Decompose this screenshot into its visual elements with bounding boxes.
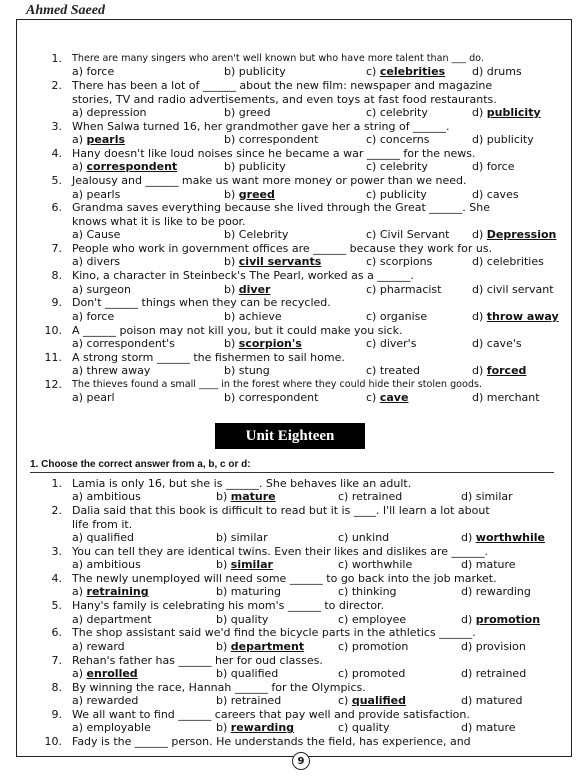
question-stem: Grandma saves everything because she lived through the Great ______. She — [72, 201, 490, 215]
answer-option[interactable]: c) celebrity — [366, 160, 428, 174]
question-number: 6. — [51, 201, 62, 215]
question-item — [36, 572, 564, 599]
answer-option[interactable]: c) pharmacist — [366, 282, 442, 296]
answer-option[interactable]: b) Celebrity — [224, 228, 289, 242]
answer-option[interactable]: d) rewarding — [461, 585, 531, 599]
answer-option[interactable]: c) diver's — [366, 336, 417, 350]
question-stem: Hany doesn't like loud noises since he became a war ______ for the news. — [72, 147, 476, 160]
question-number: 12. — [44, 378, 62, 391]
answer-option[interactable]: c) Civil Servant — [366, 228, 450, 242]
correct-answer: scorpion's — [238, 336, 302, 350]
answer-option[interactable]: b) similar — [216, 558, 273, 572]
answer-option[interactable]: b) similar — [216, 530, 268, 544]
answer-option[interactable]: a) department — [72, 612, 152, 626]
question-stem: We all want to find ______ careers that pay well and provide satisfaction. — [72, 708, 470, 721]
answer-option[interactable]: d) forced — [472, 364, 527, 378]
answer-option[interactable]: a) reward — [72, 639, 125, 653]
answer-option[interactable]: b) maturing — [216, 585, 282, 599]
question-item — [36, 735, 564, 748]
correct-answer: correspondent — [86, 160, 178, 174]
question-stem: When Salwa turned 16, her grandmother gave her a string of ______. — [72, 119, 450, 133]
answer-option[interactable]: d) retrained — [461, 666, 527, 680]
question-item — [36, 79, 564, 119]
answer-option[interactable]: d) merchant — [472, 391, 540, 405]
answer-option[interactable]: b) greed — [224, 187, 275, 201]
answer-option[interactable]: b) quality — [216, 612, 269, 626]
answer-option[interactable]: c) celebrities — [366, 65, 446, 79]
correct-answer: enrolled — [86, 666, 138, 680]
answer-option[interactable]: a) ambitious — [72, 490, 141, 504]
question-stem: There has been a lot of ______ about the new film: newspaper and magazine — [72, 79, 493, 93]
answer-option[interactable]: b) stung — [224, 364, 270, 378]
question-number: 3. — [51, 119, 62, 133]
answer-option[interactable]: a) depression — [72, 105, 147, 119]
question-number: 8. — [51, 680, 62, 694]
question-stem: There are many singers who aren't well known but who have more talent than ___ do. — [72, 53, 484, 64]
correct-answer: cave — [379, 391, 409, 405]
answer-option[interactable]: c) organise — [366, 309, 428, 323]
answer-option[interactable]: d) matured — [461, 694, 523, 708]
answer-option[interactable]: b) correspondent — [224, 391, 319, 405]
answer-option[interactable]: a) employable — [72, 721, 151, 735]
answer-option[interactable]: d) provision — [461, 639, 526, 653]
correct-answer: Depression — [486, 228, 557, 242]
question-item — [36, 626, 564, 653]
answer-option[interactable]: b) diver — [224, 282, 271, 296]
question-number: 9. — [51, 708, 62, 721]
answer-option[interactable]: b) scorpion's — [224, 336, 302, 350]
question-item — [36, 296, 564, 323]
answer-option[interactable]: a) correspondent's — [72, 336, 175, 350]
correct-answer: publicity — [486, 105, 541, 119]
answer-option[interactable]: a) divers — [72, 255, 121, 269]
answer-option[interactable]: a) pearl — [72, 391, 115, 405]
question-stem: Lamia is only 16, but she is ______. She behaves like an adult. — [72, 477, 412, 490]
answer-option[interactable]: c) qualified — [338, 694, 407, 708]
question-number: 1. — [51, 52, 62, 65]
question-item — [36, 174, 564, 201]
answer-option[interactable]: d) caves — [472, 187, 519, 201]
answer-option[interactable]: d) publicity — [472, 133, 534, 147]
question-number: 4. — [51, 147, 62, 160]
correct-answer: qualified — [351, 694, 407, 708]
question-number: 7. — [51, 653, 62, 667]
instruction-underline — [30, 472, 554, 473]
question-number: 8. — [51, 269, 62, 283]
answer-option[interactable]: a) pearls — [72, 133, 126, 147]
answer-option[interactable]: a) rewarded — [72, 694, 139, 708]
question-item — [36, 599, 564, 626]
correct-answer: forced — [486, 364, 527, 378]
answer-option[interactable]: b) department — [216, 639, 305, 653]
correct-answer: similar — [230, 558, 273, 572]
answer-option[interactable]: a) force — [72, 309, 115, 323]
answer-option[interactable]: d) promotion — [461, 612, 541, 626]
question-item — [36, 681, 564, 708]
answer-option[interactable]: a) qualified — [72, 530, 135, 544]
question-stem: People who work in government offices are ______ because they work for us. — [72, 242, 493, 255]
correct-answer: diver — [238, 282, 271, 296]
question-item — [36, 269, 564, 296]
question-stem: Hany's family is celebrating his mom's ______ to director. — [72, 599, 385, 613]
correct-answer: celebrities — [379, 65, 446, 79]
correct-answer: department — [230, 639, 305, 653]
answer-option[interactable]: a) enrolled — [72, 666, 138, 680]
question-stem: Dalia said that this book is difficult to read but it is ____. I'll learn a lot about — [72, 504, 490, 518]
answer-option[interactable]: d) similar — [461, 490, 513, 504]
answer-option[interactable]: a) pearls — [72, 187, 121, 201]
answer-option[interactable]: b) qualified — [216, 666, 279, 680]
question-item — [36, 147, 564, 174]
answer-option[interactable]: b) mature — [216, 490, 276, 504]
correct-answer: retraining — [86, 585, 149, 599]
answer-option[interactable]: b) retrained — [216, 694, 282, 708]
answer-option[interactable]: b) publicity — [224, 65, 286, 79]
question-item — [36, 378, 564, 405]
question-item — [36, 504, 564, 544]
correct-answer: worthwhile — [475, 530, 546, 544]
question-number: 4. — [51, 572, 62, 585]
answer-option[interactable]: c) thinking — [338, 585, 397, 599]
answer-option[interactable]: a) force — [72, 65, 115, 79]
answer-option[interactable]: c) quality — [338, 721, 390, 735]
correct-answer: civil servants — [238, 255, 322, 269]
answer-option[interactable]: d) mature — [461, 721, 516, 735]
question-number: 3. — [51, 544, 62, 558]
answer-option[interactable]: b) achieve — [224, 309, 282, 323]
question-item — [36, 708, 564, 735]
answer-option[interactable]: d) mature — [461, 558, 516, 572]
question-stem: A strong storm ______ the fishermen to sail home. — [72, 350, 345, 364]
question-number: 2. — [51, 79, 62, 93]
question-number: 10. — [44, 323, 62, 337]
author-name: Ahmed Saeed — [26, 3, 105, 18]
question-item — [36, 324, 564, 351]
answer-option[interactable]: a) surgeon — [72, 282, 132, 296]
question-stem: Don't ______ things when they can be recycled. — [72, 296, 331, 310]
answer-option[interactable]: a) Cause — [72, 228, 121, 242]
question-stem: Rehan's father has ______ her for oud classes. — [72, 653, 323, 667]
answer-option[interactable]: c) concerns — [366, 133, 430, 147]
answer-option[interactable]: d) publicity — [472, 105, 541, 119]
answer-option[interactable]: a) ambitious — [72, 558, 141, 572]
answer-option[interactable]: d) worthwhile — [461, 530, 546, 544]
answer-option[interactable]: d) force — [472, 160, 515, 174]
answer-option[interactable]: d) celebrities — [472, 255, 544, 269]
question-stem: You can tell they are identical twins. Even their likes and dislikes are ______. — [72, 544, 489, 558]
question-number: 5. — [51, 599, 62, 613]
correct-answer: promotion — [475, 612, 541, 626]
correct-answer: rewarding — [230, 721, 295, 735]
answer-option[interactable]: d) Depression — [472, 228, 557, 242]
question-stem: knows what it is like to be poor. — [72, 214, 246, 228]
question-item — [36, 351, 564, 378]
unit-title: Unit Eighteen — [215, 423, 365, 449]
correct-answer: throw away — [486, 309, 559, 323]
question-stem: Jealousy and ______ make us want more money or power than we need. — [72, 174, 467, 188]
answer-option[interactable]: a) retraining — [72, 585, 149, 599]
answer-option[interactable]: b) publicity — [224, 160, 286, 174]
answer-option[interactable]: c) retrained — [338, 490, 403, 504]
question-item — [36, 477, 564, 504]
question-item — [36, 242, 564, 269]
answer-option[interactable]: c) worthwhile — [338, 558, 413, 572]
answer-option[interactable]: c) scorpions — [366, 255, 433, 269]
answer-option[interactable]: c) cave — [366, 391, 409, 405]
question-stem: The newly unemployed will need some ______ to go back into the job market. — [72, 572, 497, 585]
question-stem: Fady is the ______ person. He understands the field, has experience, and — [72, 735, 471, 749]
answer-option[interactable]: c) employee — [338, 612, 407, 626]
question-number: 5. — [51, 174, 62, 188]
answer-option[interactable]: a) threw away — [72, 364, 151, 378]
answer-option[interactable]: c) celebrity — [366, 105, 428, 119]
question-number: 1. — [51, 477, 62, 490]
question-number: 6. — [51, 626, 62, 640]
answer-option[interactable]: b) civil servants — [224, 255, 322, 269]
question-item — [36, 120, 564, 147]
answer-option[interactable]: c) promotion — [338, 639, 409, 653]
page-number: 9 — [292, 752, 310, 770]
answer-option[interactable]: a) correspondent — [72, 160, 178, 174]
answer-option[interactable]: d) civil servant — [472, 282, 554, 296]
question-number: 2. — [51, 504, 62, 518]
question-number: 10. — [44, 735, 62, 749]
question-item — [36, 545, 564, 572]
answer-option[interactable]: b) correspondent — [224, 133, 319, 147]
correct-answer: pearls — [86, 133, 126, 147]
question-number: 7. — [51, 242, 62, 255]
answer-option[interactable]: d) throw away — [472, 309, 559, 323]
question-stem: The shop assistant said we'd find the bicycle parts in the athletics ______. — [72, 626, 476, 640]
question-number: 9. — [51, 296, 62, 310]
question-stem: Kino, a character in Steinbeck's The Pearl, worked as a ______. — [72, 269, 414, 283]
question-stem: The thieves found a small ____ in the forest where they could hide their stolen goods. — [72, 379, 483, 390]
answer-option[interactable]: b) greed — [224, 105, 271, 119]
correct-answer: mature — [230, 490, 276, 504]
question-number: 11. — [44, 350, 62, 364]
answer-option[interactable]: d) drums — [472, 65, 522, 79]
question-stem: life from it. — [72, 517, 133, 531]
answer-option[interactable]: c) publicity — [366, 187, 427, 201]
answer-option[interactable]: c) treated — [366, 364, 421, 378]
instruction: 1. Choose the correct answer from a, b, c or d: — [30, 459, 251, 470]
answer-option[interactable]: c) unkind — [338, 530, 390, 544]
question-stem: stories, TV and radio advertisements, and even toys at fast food restaurants. — [72, 92, 497, 106]
answer-option[interactable]: c) promoted — [338, 666, 406, 680]
question-stem: A ______ poison may not kill you, but it could make you sick. — [72, 323, 403, 337]
question-stem: By winning the race, Hannah ______ for the Olympics. — [72, 680, 366, 694]
question-item — [36, 201, 564, 241]
question-item — [36, 654, 564, 681]
answer-option[interactable]: b) rewarding — [216, 721, 295, 735]
answer-option[interactable]: d) cave's — [472, 336, 522, 350]
correct-answer: greed — [238, 187, 275, 201]
question-item — [36, 52, 564, 79]
